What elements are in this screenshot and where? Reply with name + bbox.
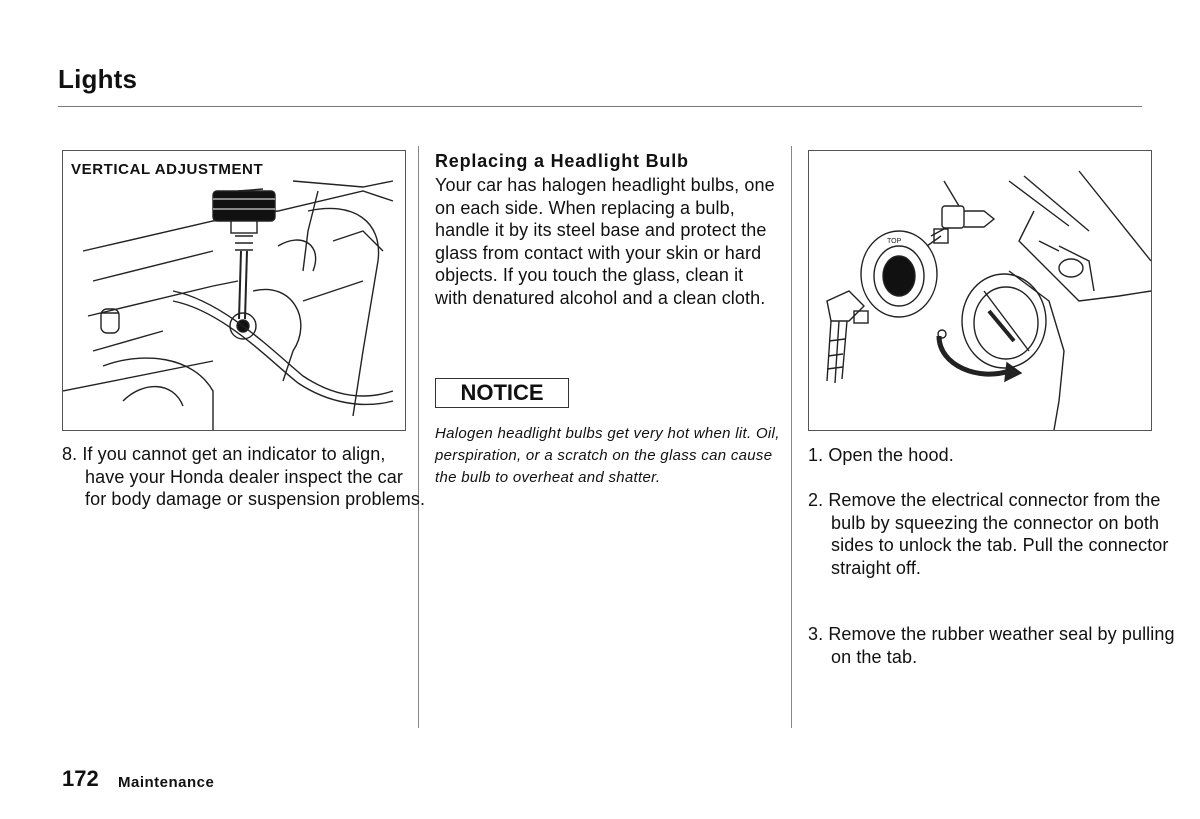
page-title: Lights: [58, 64, 138, 94]
section-heading: Replacing a Headlight Bulb: [435, 151, 689, 171]
page-number: 172: [62, 766, 99, 791]
column-divider-right: [791, 146, 792, 728]
vertical-adjustment-figure: [62, 150, 406, 431]
notice-text: Halogen headlight bulbs get very hot when lit. Oil, perspiration, or a scratch on the glass can cause the bulb to overheat and shatter.: [435, 425, 780, 486]
section-name: Maintenance: [118, 774, 215, 791]
step-1: 1. Open the hood.: [808, 445, 954, 465]
notice-label: NOTICE: [435, 378, 569, 408]
top-label: TOP: [887, 238, 902, 245]
step-3: 3. Remove the rubber weather seal by pulling on the tab.: [808, 624, 1175, 667]
step-2: 2. Remove the electrical connector from the bulb by squeezing the connector on both sides to unlock the tab. Pull the connector straight off.: [808, 490, 1169, 578]
step-8: 8. If you cannot get an indicator to align, have your Honda dealer inspect the car for body damage or suspension problems.: [62, 444, 426, 509]
headlight-bulb-illustration: [809, 151, 1151, 430]
title-divider: [58, 106, 1142, 107]
figure-caption: VERTICAL ADJUSTMENT: [71, 161, 264, 178]
headlight-aiming-illustration: [63, 151, 405, 430]
column-divider-left: [418, 146, 419, 728]
headlight-bulb-figure: [808, 150, 1152, 431]
headlight-bulb-instructions: Your car has halogen headlight bulbs, one on each side. When replacing a bulb, handle it by its steel base and protect the glass from contact with your skin or hard objects. If you touch the glass, clean it with denatured alcohol and a clean cloth.: [435, 175, 775, 308]
